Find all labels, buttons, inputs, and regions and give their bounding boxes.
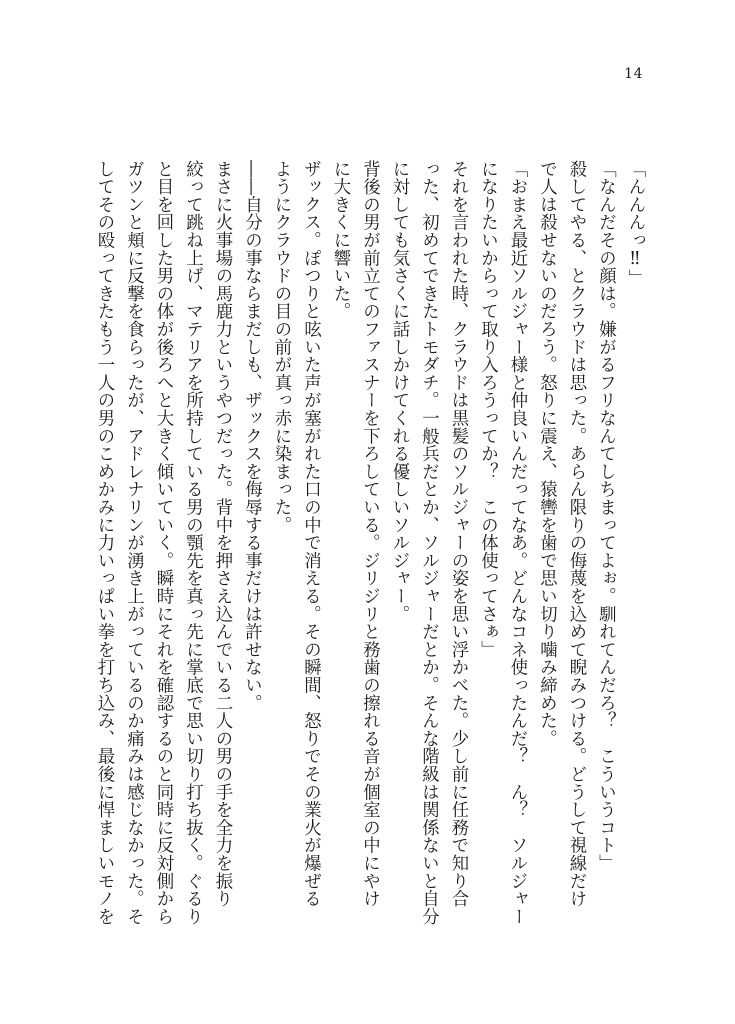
text-line: になりたいからって取り入ろうってか？ この体使ってさぁ」 xyxy=(477,160,498,659)
text-line: 「んんんっ‼」 xyxy=(625,160,645,288)
text-line: ザックス。ぽつりと呟いた声が塞がれた口の中で消える。その瞬間、怒りでその業火が爆ぜる xyxy=(300,160,321,908)
page-number: 14 xyxy=(624,66,643,82)
text-line: で人は殺せないのだろう。怒りに震え、猿轡を歯で思い切り噛み締めた。 xyxy=(536,160,557,748)
body-text xyxy=(89,160,650,926)
text-line: 「なんだその顔は。嫌がるフリなんてしちまってよぉ。馴れてんだろ？ こういうコト」 xyxy=(595,160,616,872)
text-line: 背後の男が前立てのファスナーを下ろしている。ジリジリと務歯の擦れる音が個室の中にやけ xyxy=(359,160,380,908)
text-line: 殺してやる、とクラウドは思った。あらん限りの侮蔑を込めて睨みつける。どうして視線だけ xyxy=(566,160,586,908)
text-line: に大きくに響いた。 xyxy=(330,160,350,321)
text-line: ようにクラウドの目の前が真っ赤に染まった。 xyxy=(271,160,291,534)
text-line: ガツンと頬に反撃を食らったが、アドレナリンが湧き上がっているのか痛みは感じなかった。そ xyxy=(123,160,144,926)
text-line: 「おまえ最近ソルジャー様と仲良いんだってなあ。どんなコネ使ったんだ？ ん？ ソルジャー xyxy=(507,160,527,926)
text-line: ――自分の事ならまだしも、ザックスを侮辱する事だけは許せない。 xyxy=(241,160,262,712)
text-line: に対しても気さくに話しかけてくれる優しいソルジャー。 xyxy=(389,160,409,623)
text-line: った、初めてできたトモダチ。一般兵だとか、ソルジャーだとか。そんな階級は関係ないと自分 xyxy=(418,160,439,926)
text-line: まさに火事場の馬鹿力というやつだった。背中を押さえ込んでいる二人の男の手を全力を振り xyxy=(212,160,232,908)
text-line: それを言われた時、クラウドは黒髪のソルジャーの姿を思い浮かべた。少し前に任務で知り合 xyxy=(448,160,468,908)
text-line: 絞って跳ね上げ、マテリアを所持している男の顎先を真っ先に掌底で思い切り打ち抜く。ぐるり xyxy=(182,160,203,926)
text-line: してその殴ってきたもう一人の男のこめかみに力いっぱい拳を打ち込み、最後に悍ましいモノを xyxy=(94,160,114,926)
text-line: と目を回した男の体が後ろへと大きく傾いていく。瞬時にそれを確認するのと同時に反対側から xyxy=(153,160,173,926)
